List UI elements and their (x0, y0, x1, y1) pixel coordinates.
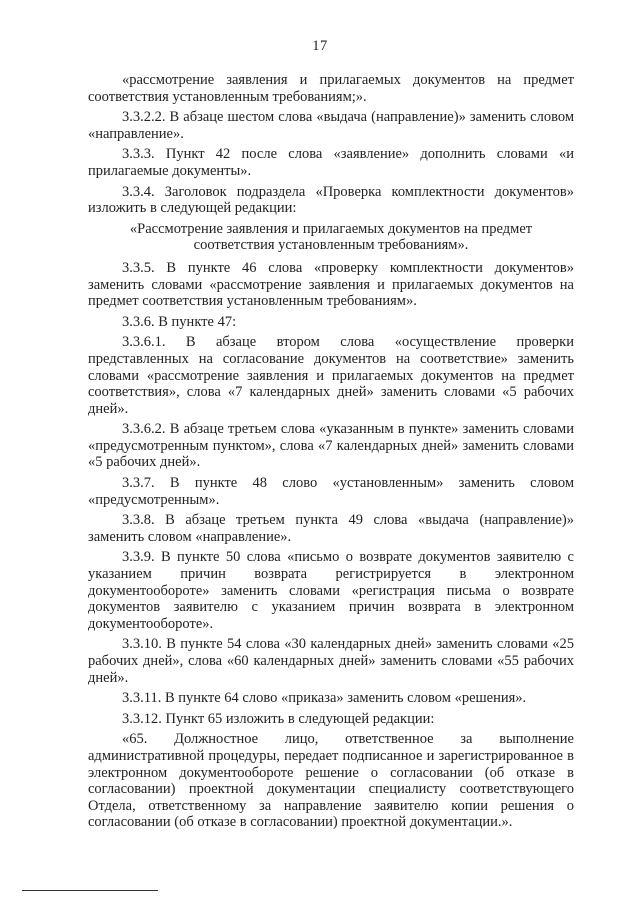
quoted-heading: «Рассмотрение заявления и прилагаемых документов на предмет соответствия установленным требованиям». (129, 220, 533, 254)
paragraph: 3.3.4. Заголовок подраздела «Проверка комплектности документов» изложить в следующей редакции: (88, 183, 574, 217)
paragraph: 3.3.9. В пункте 50 слова «письмо о возврате документов заявителю с указанием причин возврата регистрируется в электронном документообороте» заменить словами «регистрация письма о возврате документов заявителю с указанием причин возврата в электронном документообороте». (88, 549, 574, 632)
paragraph: «рассмотрение заявления и прилагаемых документов на предмет соответствия установленным требованиям;». (88, 72, 574, 105)
document-body (88, 72, 574, 835)
paragraph: 3.3.12. Пункт 65 изложить в следующей редакции: (122, 710, 435, 727)
paragraph: 3.3.3. Пункт 42 после слова «заявление» дополнить словами «и прилагаемые документы». (88, 146, 574, 179)
paragraph: 3.3.5. В пункте 46 слова «проверку комплектности документов» заменить словами «рассмотрение заявления и прилагаемых документов на предмет соответствия установленным требованиям». (88, 259, 574, 310)
paragraph: 3.3.8. В абзаце третьем пункта 49 слова «выдача (направление)» заменить словом «направление». (88, 512, 574, 545)
paragraph: 3.3.6.2. В абзаце третьем слова «указанным в пункте» заменить словами «предусмотренным пунктом», слова «7 календарных дней» заменить словами «5 рабочих дней». (88, 421, 574, 471)
footnote-divider (22, 890, 158, 891)
paragraph: 3.3.2.2. В абзаце шестом слова «выдача (направление)» заменить словом «направление». (88, 109, 574, 142)
paragraph: 3.3.6. В пункте 47: (122, 313, 237, 330)
paragraph: 3.3.10. В пункте 54 слова «30 календарных дней» заменить словами «25 рабочих дней», слова «60 календарных дней» заменить словами «55 рабочих дней». (88, 636, 574, 686)
paragraph: 3.3.7. В пункте 48 слово «установленным» заменить словом «предусмотренным». (88, 475, 574, 508)
page-number: 17 (312, 38, 328, 54)
paragraph: 3.3.11. В пункте 64 слово «приказа» заменить словом «решения». (122, 690, 527, 707)
paragraph: 3.3.6.1. В абзаце втором слова «осуществление проверки представленных на согласование документов на соответствие» заменить словами «рассмотрение заявления и прилагаемых документов на предмет соответствия», слова «7 календарных дней» заменить словами «5 рабочих дней». (88, 334, 574, 417)
paragraph: «65. Должностное лицо, ответственное за выполнение административной процедуры, передает подписанное и зарегистрированное в электронном документообороте решение о согласовании (об отказе в согласовании) проектной документации специалисту соответствующего Отдела, ответственному за направление заявителю копии решения о согласовании (об отказе в согласовании) проектной документации.». (88, 731, 574, 831)
